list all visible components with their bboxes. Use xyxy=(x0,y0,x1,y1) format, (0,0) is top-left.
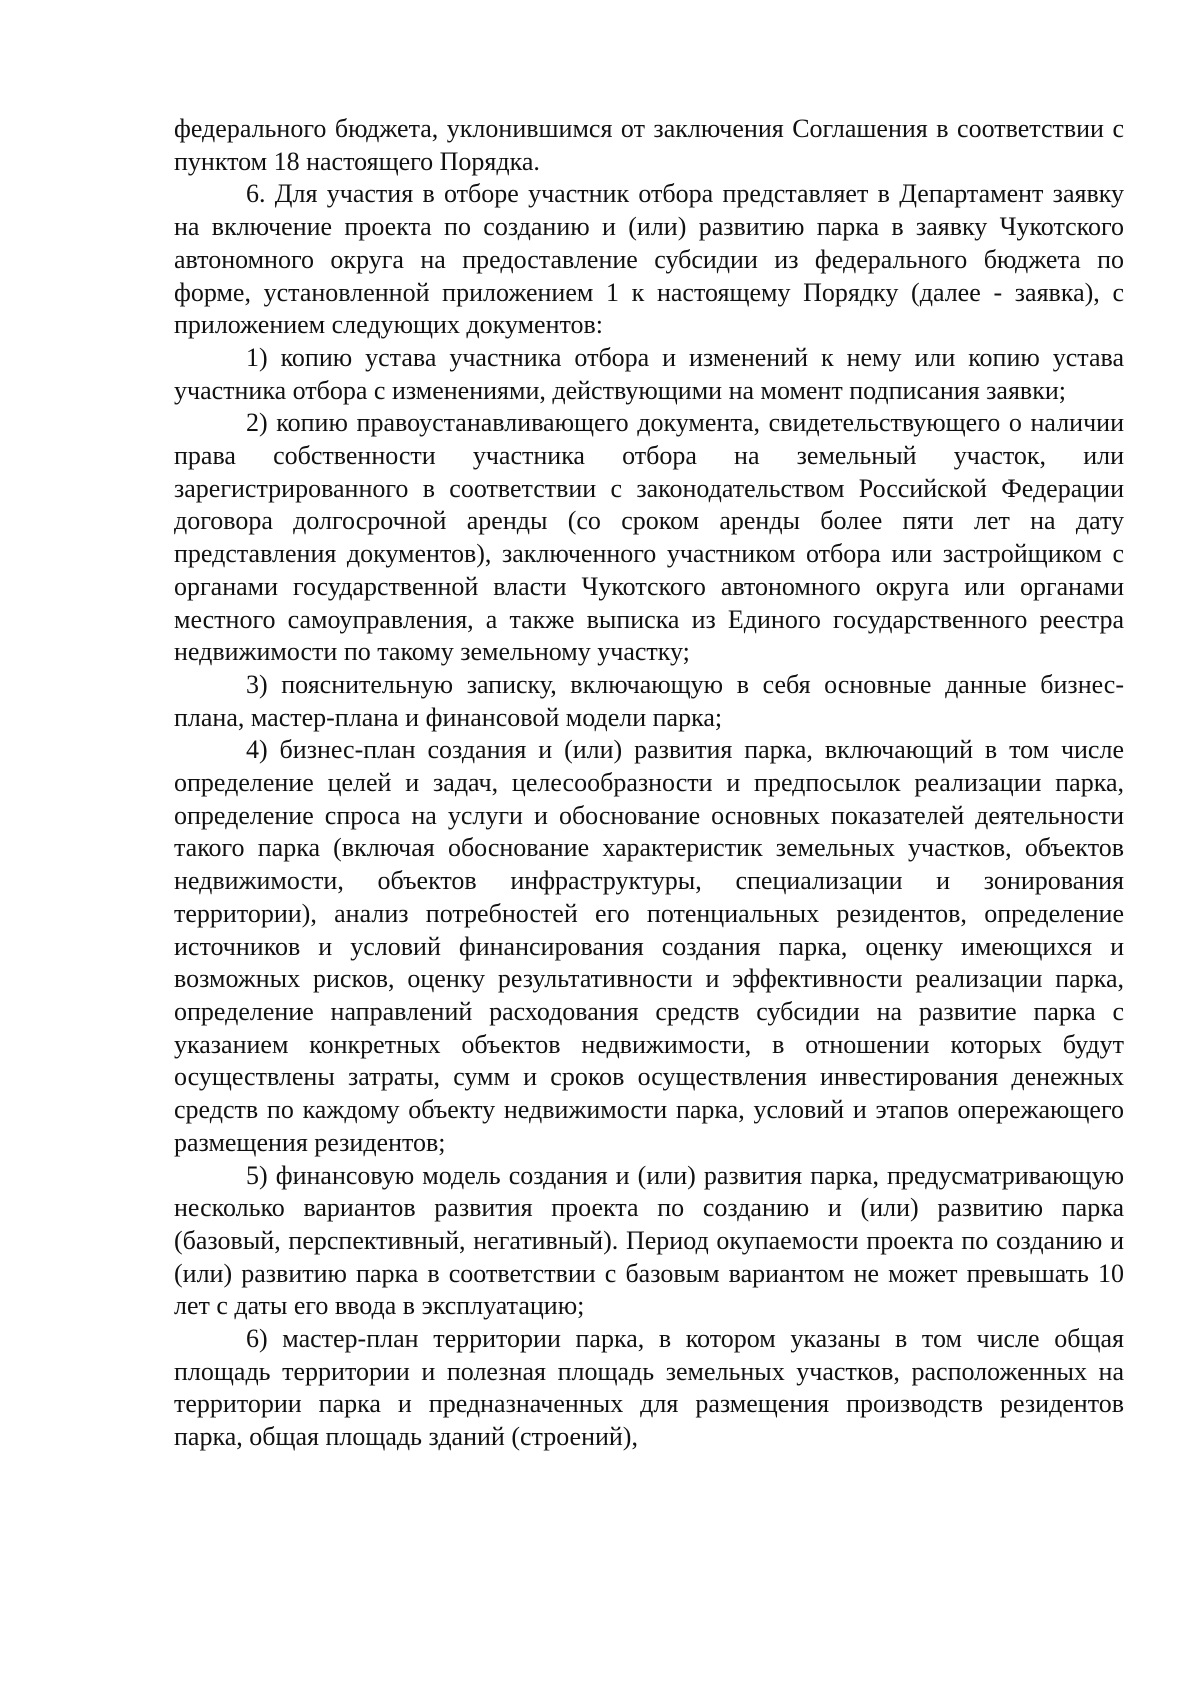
paragraph-continuation: федерального бюджета, уклонившимся от заключения Соглашения в соответствии с пунктом 18 настоящего Порядка. xyxy=(174,114,1124,176)
paragraph-subitem-5: 5) финансовую модель создания и (или) развития парка, предусматривающую несколько вариантов развития проекта по созданию и (или) развитию парка (базовый, перспективный, негативный). Период окупаемости проекта по созданию и (или) развитию парка в соответствии с базовым вариантом не может превышать 10 лет с даты его ввода в эксплуатацию; xyxy=(174,1160,1124,1321)
paragraph-subitem-4: 4) бизнес-план создания и (или) развития парка, включающий в том числе определение целей и задач, целесообразности и предпосылок реализации парка, определение спроса на услуги и обоснование основных показателей деятельности такого парка (включая обоснование характеристик земельных участков, объектов недвижимости, объектов инфраструктуры, специализации и зонирования территории), анализ потребностей его потенциальных резидентов, определение источников и условий финансирования создания парка, оценку имеющихся и возможных рисков, оценку результативности и эффективности реализации парка, определение направлений расходования средств субсидии на развитие парка с указанием конкретных объектов недвижимости, в отношении которых будут осуществлены затраты, сумм и сроков осуществления инвестирования денежных средств по каждому объекту недвижимости парка, условий и этапов опережающего размещения резидентов; xyxy=(174,735,1124,1157)
document-page xyxy=(174,113,1124,1454)
paragraph-subitem-2: 2) копию правоустанавливающего документа, свидетельствующего о наличии права собственности участника отбора на земельный участок, или зарегистрированного в соответствии с законодательством Российской Федерации договора долгосрочной аренды (со сроком аренды более пяти лет на дату представления документов), заключенного участником отбора или застройщиком с органами государственной власти Чукотского автономного округа или органами местного самоуправления, а также выписка из Единого государственного реестра недвижимости по такому земельному участку; xyxy=(174,408,1124,667)
paragraph-subitem-6: 6) мастер-план территории парка, в котором указаны в том числе общая площадь территории и полезная площадь земельных участков, расположенных на территории парка и предназначенных для размещения производств резидентов парка, общая площадь зданий (строений), xyxy=(174,1324,1124,1452)
paragraph-item-6: 6. Для участия в отборе участник отбора представляет в Департамент заявку на включение проекта по созданию и (или) развитию парка в заявку Чукотского автономного округа на предоставление субсидии из федерального бюджета по форме, установленной приложением 1 к настоящему Порядку (далее - заявка), с приложением следующих документов: xyxy=(174,179,1124,340)
paragraph-subitem-1: 1) копию устава участника отбора и изменений к нему или копию устава участника отбора с изменениями, действующими на момент подписания заявки; xyxy=(174,342,1124,405)
paragraph-subitem-3: 3) пояснительную записку, включающую в себя основные данные бизнес-плана, мастер-плана и финансовой модели парка; xyxy=(174,669,1124,732)
